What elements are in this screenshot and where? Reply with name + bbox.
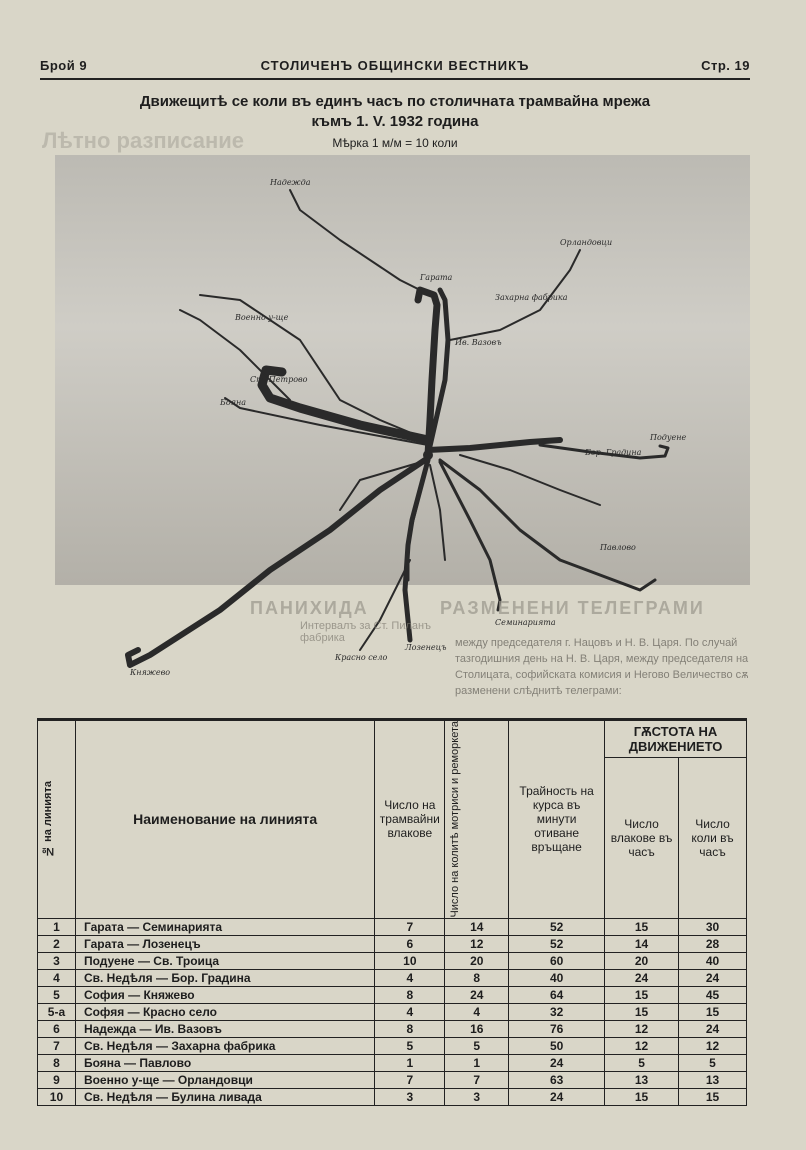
- trains-per-hour-cell: 15: [605, 918, 679, 935]
- trains-cell: 1: [375, 1054, 445, 1071]
- trains-cell: 8: [375, 1020, 445, 1037]
- tram-lines-table: [37, 718, 747, 1106]
- ghost-body-right: между председателя г. Нацовъ и Н. В. Царя. По случай тазгодишния день на Н. В. Царя, между председателя на Столицата, софийската комисия и Негово Величество сѫ разменени слѣднитѣ телеграми:: [455, 637, 749, 697]
- line-name-cell: Надежда — Ив. Вазовъ: [75, 1020, 374, 1037]
- cars-per-hour-cell: 45: [679, 986, 747, 1003]
- line-number-cell: 7: [38, 1037, 76, 1054]
- line-name-cell: Гарата — Лозенецъ: [75, 935, 374, 952]
- line-number-cell: 9: [38, 1071, 76, 1088]
- cars-cell: 16: [445, 1020, 509, 1037]
- line-name-cell: Св. Недѣля — Булина ливада: [75, 1088, 374, 1105]
- line-name-cell: Св. Недѣля — Захарна фабрика: [75, 1037, 374, 1054]
- line-number-cell: 4: [38, 969, 76, 986]
- route-south-2: [430, 465, 445, 560]
- line-name-cell: Бояна — Павлово: [75, 1054, 374, 1071]
- cars-per-hour-cell: 40: [679, 952, 747, 969]
- map-label-seminariyata: Семинарията: [495, 618, 556, 627]
- issue-number: Брой 9: [40, 58, 88, 73]
- cars-per-hour-cell: 28: [679, 935, 747, 952]
- map-label-podujane: Подуене: [650, 433, 687, 442]
- duration-cell: 76: [509, 1020, 605, 1037]
- header-motors: Число на колитѣ мотриси и реморкета: [445, 720, 509, 919]
- duration-cell: 24: [509, 1088, 605, 1105]
- trains-cell: 7: [375, 918, 445, 935]
- cars-cell: 24: [445, 986, 509, 1003]
- trains-per-hour-cell: 20: [605, 952, 679, 969]
- duration-cell: 52: [509, 918, 605, 935]
- map-label-zaharna: Захарна фабрика: [495, 293, 568, 302]
- trains-cell: 4: [375, 1003, 445, 1020]
- line-number-cell: 8: [38, 1054, 76, 1071]
- table-row: [38, 1071, 747, 1088]
- cars-cell: 14: [445, 918, 509, 935]
- trains-cell: 8: [375, 986, 445, 1003]
- cars-cell: 7: [445, 1071, 509, 1088]
- trains-cell: 4: [375, 969, 445, 986]
- map-label-boyana: Бояна: [220, 398, 247, 407]
- line-name-cell: Софяя — Красно село: [75, 1003, 374, 1020]
- center-node: [423, 450, 433, 460]
- map-label-knyazhevo: Княжево: [130, 668, 171, 677]
- table-row: [38, 1037, 747, 1054]
- title-line-2: къмъ 1. V. 1932 година: [311, 113, 479, 130]
- cars-per-hour-cell: 13: [679, 1071, 747, 1088]
- cars-cell: 5: [445, 1037, 509, 1054]
- map-label-garata: Гарата: [420, 273, 453, 282]
- header-line-name: Наименование на линията: [75, 720, 374, 919]
- table-row: [38, 986, 747, 1003]
- cars-cell: 12: [445, 935, 509, 952]
- cars-per-hour-cell: 15: [679, 1003, 747, 1020]
- header-density: ГѪСТОТА НА ДВИЖЕНИЕТО: [605, 720, 747, 758]
- trains-cell: 10: [375, 952, 445, 969]
- ghost-heading-right: РАЗМЕНЕНИ ТЕЛЕГРАМИ: [440, 598, 705, 618]
- duration-cell: 50: [509, 1037, 605, 1054]
- map-label-st-petrovo: Ст. Петрово: [250, 375, 308, 384]
- trains-per-hour-cell: 15: [605, 1003, 679, 1020]
- duration-cell: 63: [509, 1071, 605, 1088]
- map-label-krasno-selo: Красно село: [335, 653, 388, 662]
- trains-per-hour-cell: 24: [605, 969, 679, 986]
- duration-cell: 64: [509, 986, 605, 1003]
- line-number-cell: 3: [38, 952, 76, 969]
- duration-cell: 32: [509, 1003, 605, 1020]
- line-number-cell: 1: [38, 918, 76, 935]
- trains-per-hour-cell: 15: [605, 1088, 679, 1105]
- route-east-2: [460, 455, 600, 505]
- line-number-cell: 10: [38, 1088, 76, 1105]
- trains-per-hour-cell: 5: [605, 1054, 679, 1071]
- map-label-nadezhda: Надежда: [270, 178, 311, 187]
- cars-cell: 20: [445, 952, 509, 969]
- map-label-vazov: Ив. Вазовъ: [455, 338, 502, 347]
- cars-per-hour-cell: 30: [679, 918, 747, 935]
- line-name-cell: Гарата — Семинарията: [75, 918, 374, 935]
- table-row: [38, 952, 747, 969]
- line-number-cell: 2: [38, 935, 76, 952]
- table-row: [38, 935, 747, 952]
- cars-per-hour-cell: 12: [679, 1037, 747, 1054]
- trains-per-hour-cell: 15: [605, 986, 679, 1003]
- header-duration: Трайность на курса въ минути отиване връщане: [509, 720, 605, 919]
- line-name-cell: Св. Недѣля — Бор. Градина: [75, 969, 374, 986]
- line-name-cell: Военно у-ще — Орландовци: [75, 1071, 374, 1088]
- map-label-lozenets: Лозенецъ: [405, 643, 447, 652]
- ghost-heading-left: ПАНИХИДА: [250, 598, 369, 618]
- line-number-cell: 5: [38, 986, 76, 1003]
- table-row: [38, 918, 747, 935]
- cars-cell: 3: [445, 1088, 509, 1105]
- header-trains: Число на трамвайни влакове: [375, 720, 445, 919]
- trains-per-hour-cell: 13: [605, 1071, 679, 1088]
- header-line-no: № на линията: [38, 720, 76, 919]
- map-label-pavlovo: Павлово: [600, 543, 636, 552]
- map-label-voenno: Военно у-ще: [235, 313, 289, 322]
- route-northwest-2: [225, 398, 428, 445]
- duration-cell: 24: [509, 1054, 605, 1071]
- ghost-heading-top: Лѣтно разписание: [42, 128, 244, 153]
- line-name-cell: София — Княжево: [75, 986, 374, 1003]
- line-number-cell: 5-а: [38, 1003, 76, 1020]
- cars-per-hour-cell: 24: [679, 969, 747, 986]
- cars-cell: 4: [445, 1003, 509, 1020]
- cars-cell: 8: [445, 969, 509, 986]
- cars-per-hour-cell: 15: [679, 1088, 747, 1105]
- cars-per-hour-cell: 5: [679, 1054, 747, 1071]
- table-row: [38, 1088, 747, 1105]
- page-number: Стр. 19: [701, 58, 750, 73]
- table-body: [38, 918, 747, 1105]
- header-trains-per-hour: Число влакове въ часъ: [605, 758, 679, 919]
- trains-cell: 5: [375, 1037, 445, 1054]
- duration-cell: 60: [509, 952, 605, 969]
- cars-per-hour-cell: 24: [679, 1020, 747, 1037]
- lines-table-wrapper: [37, 718, 747, 1104]
- table-row: [38, 969, 747, 986]
- cars-cell: 1: [445, 1054, 509, 1071]
- trains-cell: 3: [375, 1088, 445, 1105]
- ghost-body-left: Интервалъ за Ст. Пиланъ фабрика: [300, 620, 431, 644]
- trains-cell: 6: [375, 935, 445, 952]
- line-name-cell: Подуене — Св. Троица: [75, 952, 374, 969]
- table-row: [38, 1020, 747, 1037]
- map-scale: Мѣрка 1 м/м = 10 коли: [332, 136, 458, 150]
- map-label-orlandovtsi: Орландовци: [560, 238, 613, 247]
- trains-cell: 7: [375, 1071, 445, 1088]
- header-cars-per-hour: Число коли въ часъ: [679, 758, 747, 919]
- route-north-nadezhda: [290, 190, 420, 290]
- map-label-bor-gradina: Бор. Градина: [585, 448, 642, 457]
- duration-cell: 52: [509, 935, 605, 952]
- table-row: [38, 1054, 747, 1071]
- title-line-1: Движещитѣ се коли въ единъ часъ по столичната трамвайна мрежа: [139, 93, 651, 110]
- trains-per-hour-cell: 14: [605, 935, 679, 952]
- line-number-cell: 6: [38, 1020, 76, 1037]
- duration-cell: 40: [509, 969, 605, 986]
- publication-title: СТОЛИЧЕНЪ ОБЩИНСКИ ВЕСТНИКЪ: [260, 58, 530, 73]
- trains-per-hour-cell: 12: [605, 1020, 679, 1037]
- trains-per-hour-cell: 12: [605, 1037, 679, 1054]
- table-row: [38, 1003, 747, 1020]
